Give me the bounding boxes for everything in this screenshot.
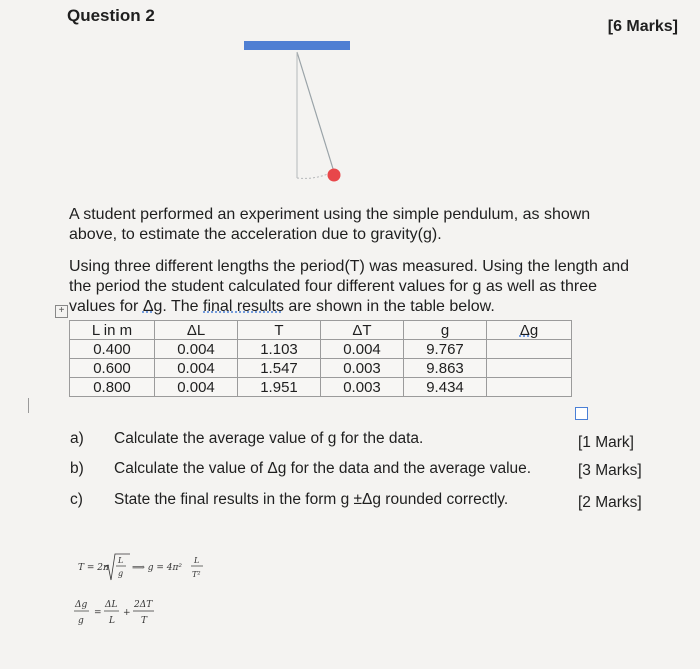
header-L: L in m bbox=[70, 321, 155, 340]
cell: 0.400 bbox=[70, 340, 155, 359]
period-formula bbox=[78, 550, 218, 586]
part-marks: [1 Mark] bbox=[578, 434, 634, 451]
cell: 0.004 bbox=[155, 340, 238, 359]
table-header-row bbox=[70, 321, 572, 340]
header-T: T bbox=[238, 321, 321, 340]
intro-line-2: above, to estimate the acceleration due to gravity(g). bbox=[69, 226, 442, 243]
cell: 9.767 bbox=[404, 340, 487, 359]
f2-eq: = bbox=[94, 608, 102, 618]
header-g: g bbox=[404, 321, 487, 340]
cell: 0.004 bbox=[155, 378, 238, 397]
cell: 0.004 bbox=[321, 340, 404, 359]
desc-line-1: Using three different lengths the period(T) was measured. Using the length and bbox=[69, 258, 630, 275]
desc-line-3-b: . The bbox=[162, 298, 204, 315]
cell: 0.600 bbox=[70, 359, 155, 378]
results-table bbox=[69, 320, 572, 397]
cell: 0.003 bbox=[321, 359, 404, 378]
desc-line-2: the period the student calculated four different values for g as well as three bbox=[69, 278, 598, 295]
formula-num2: L bbox=[194, 556, 200, 565]
cell: 0.004 bbox=[155, 359, 238, 378]
formula-arrow: ⟹ g = 4π² bbox=[132, 563, 183, 573]
pendulum-string bbox=[297, 52, 334, 172]
table-move-handle-icon[interactable]: + bbox=[55, 305, 68, 318]
f2-t1-den: L bbox=[109, 616, 115, 626]
table-row bbox=[70, 340, 572, 359]
f2-lhs-num: Δg bbox=[75, 600, 88, 610]
header-dL: ΔL bbox=[155, 321, 238, 340]
cell: 1.951 bbox=[238, 378, 321, 397]
f2-t2-num: 2ΔT bbox=[134, 600, 153, 610]
formula-lhs: T = 2π bbox=[78, 563, 109, 573]
f2-plus: + bbox=[123, 608, 131, 618]
cell: 0.800 bbox=[70, 378, 155, 397]
error-formula bbox=[73, 596, 173, 632]
cell bbox=[487, 378, 572, 397]
part-marks: [3 Marks] bbox=[578, 462, 642, 479]
description-paragraph bbox=[69, 257, 669, 317]
desc-line-3-c: are shown in the table below. bbox=[283, 298, 495, 315]
f2-lhs-den: g bbox=[78, 616, 84, 626]
part-text: State the final results in the form g ±Δg rounded correctly. bbox=[114, 491, 509, 508]
header-dg: Δg bbox=[487, 321, 572, 340]
cell bbox=[487, 359, 572, 378]
cell: 1.547 bbox=[238, 359, 321, 378]
table-row bbox=[70, 359, 572, 378]
part-label: b) bbox=[70, 460, 84, 477]
intro-paragraph bbox=[69, 205, 669, 245]
header-dT: ΔT bbox=[321, 321, 404, 340]
cell: 9.863 bbox=[404, 359, 487, 378]
part-text: Calculate the average value of g for the data. bbox=[114, 430, 424, 447]
part-text: Calculate the value of Δg for the data and the average value. bbox=[114, 460, 532, 477]
part-label: c) bbox=[70, 491, 83, 508]
desc-line-3-a: values for bbox=[69, 298, 143, 315]
part-label: a) bbox=[70, 430, 84, 447]
f2-t2-den: T bbox=[141, 616, 148, 626]
question-title: Question 2 bbox=[67, 6, 155, 25]
pendulum-diagram bbox=[230, 35, 370, 185]
pendulum-support-bar bbox=[244, 41, 350, 50]
intro-line-1: A student performed an experiment using the simple pendulum, as shown bbox=[69, 206, 591, 223]
part-marks: [2 Marks] bbox=[578, 494, 642, 511]
cell: 9.434 bbox=[404, 378, 487, 397]
delta-g-text: Δg bbox=[142, 298, 163, 315]
cell bbox=[487, 340, 572, 359]
question-marks: [6 Marks] bbox=[607, 18, 678, 35]
cell: 0.003 bbox=[321, 378, 404, 397]
table-resize-handle-icon[interactable] bbox=[575, 407, 588, 420]
cell: 1.103 bbox=[238, 340, 321, 359]
pendulum-bob bbox=[328, 169, 341, 182]
text-cursor-icon bbox=[28, 398, 29, 413]
table-row bbox=[70, 378, 572, 397]
formula-den: g bbox=[118, 569, 124, 578]
f2-t1-num: ΔL bbox=[105, 600, 118, 610]
formula-den2: T² bbox=[192, 570, 201, 579]
formula-num: L bbox=[118, 556, 124, 565]
swing-arc bbox=[297, 172, 332, 178]
desc-line-3 bbox=[69, 297, 669, 317]
final-results-text: final results bbox=[203, 298, 284, 315]
